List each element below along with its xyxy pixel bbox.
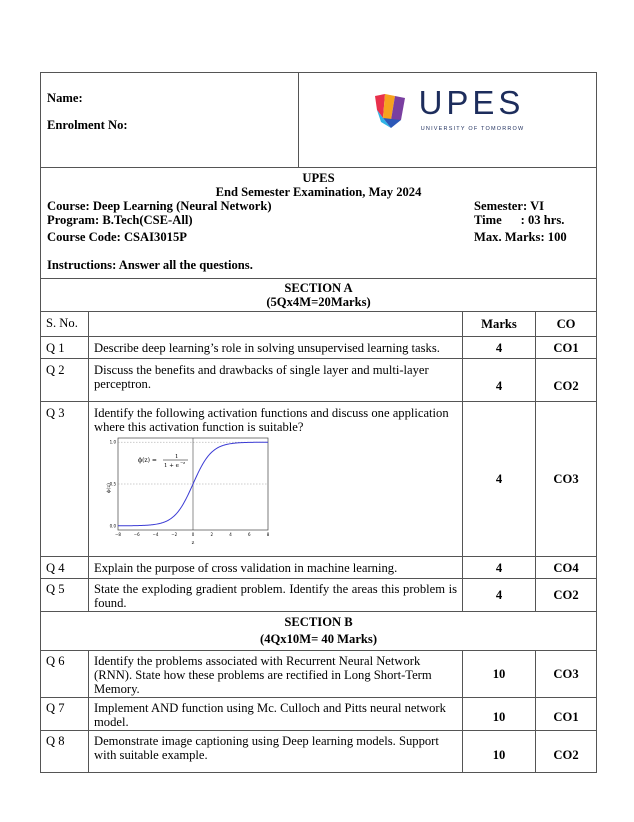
question-text-cell bbox=[89, 402, 463, 557]
formula-lhs: ϕ(z) = bbox=[138, 457, 157, 464]
y-tick-label: 0.5 bbox=[109, 481, 116, 487]
instructions: Instructions: Answer all the questions. bbox=[47, 258, 253, 272]
col-question-header bbox=[89, 312, 463, 337]
x-tick-label: 4 bbox=[229, 532, 232, 537]
name-label: Name: bbox=[47, 91, 83, 105]
y-axis-label: ϕ(z) bbox=[106, 483, 112, 493]
col-co-header: CO bbox=[536, 312, 597, 337]
question-marks: 4 bbox=[463, 337, 536, 359]
questions-table bbox=[40, 278, 597, 773]
question-co: CO1 bbox=[536, 337, 597, 359]
question-marks: 4 bbox=[463, 359, 536, 402]
section-a-title: SECTION A bbox=[284, 281, 353, 295]
exam-info-cell bbox=[41, 168, 597, 279]
question-number: Q 7 bbox=[41, 698, 89, 731]
question-co: CO2 bbox=[536, 359, 597, 402]
question-number: Q 1 bbox=[41, 337, 89, 359]
column-header-row bbox=[41, 312, 597, 337]
question-text: Identify the following activation functions and discuss one application where this activation function is suitable? bbox=[94, 406, 449, 434]
question-co: CO2 bbox=[536, 731, 597, 773]
program: Program: B.Tech(CSE-All) bbox=[47, 213, 193, 227]
sigmoid-chart bbox=[104, 436, 274, 546]
formula-denominator: 1 + e bbox=[164, 463, 179, 469]
duration: Time : 03 hrs. bbox=[474, 213, 565, 227]
course-code: Course Code: CSAI3015P bbox=[47, 230, 187, 244]
col-marks-header: Marks bbox=[463, 312, 536, 337]
question-marks: 10 bbox=[463, 651, 536, 698]
question-marks: 4 bbox=[463, 579, 536, 612]
x-tick-label: 6 bbox=[247, 532, 251, 537]
section-a-header bbox=[41, 279, 597, 312]
table-row bbox=[41, 579, 597, 612]
question-number: Q 5 bbox=[41, 579, 89, 612]
question-text: Discuss the benefits and drawbacks of single layer and multi-layer perceptron. bbox=[89, 359, 463, 402]
table-row bbox=[41, 651, 597, 698]
question-marks: 10 bbox=[463, 731, 536, 773]
student-details-cell bbox=[41, 73, 299, 168]
x-tick-label: −2 bbox=[171, 532, 178, 537]
logo-tagline: UNIVERSITY OF TOMORROW bbox=[420, 125, 525, 132]
question-co: CO4 bbox=[536, 557, 597, 579]
table-row bbox=[41, 557, 597, 579]
table-row bbox=[41, 359, 597, 402]
max-marks: Max. Marks: 100 bbox=[474, 230, 567, 244]
question-co: CO2 bbox=[536, 579, 597, 612]
question-text: Demonstrate image captioning using Deep learning models. Support with suitable example. bbox=[89, 731, 463, 773]
formula-numerator: 1 bbox=[175, 454, 179, 460]
x-tick-label: 8 bbox=[266, 532, 270, 537]
question-co: CO3 bbox=[536, 651, 597, 698]
question-co: CO3 bbox=[536, 402, 597, 557]
logo-word: UPES bbox=[418, 83, 525, 121]
x-tick-label: −4 bbox=[152, 532, 159, 537]
section-b-header bbox=[41, 612, 597, 651]
university-name: UPES bbox=[302, 171, 335, 185]
question-text: Identify the problems associated with Recurrent Neural Network (RNN). State how these problems are rectified in Long Short-Term Memory. bbox=[89, 651, 463, 698]
formula-exponent: −z bbox=[180, 460, 186, 465]
col-sno-header: S. No. bbox=[41, 312, 89, 337]
table-row bbox=[41, 698, 597, 731]
question-number: Q 2 bbox=[41, 359, 89, 402]
question-marks: 10 bbox=[463, 698, 536, 731]
x-tick-label: 0 bbox=[191, 532, 195, 537]
semester: Semester: VI bbox=[474, 199, 545, 213]
logo-cell bbox=[299, 73, 597, 168]
exam-title: End Semester Examination, May 2024 bbox=[215, 185, 422, 199]
y-tick-label: 0.0 bbox=[109, 523, 116, 529]
section-b-subtitle: (4Qx10M= 40 Marks) bbox=[260, 632, 378, 646]
x-tick-label: 2 bbox=[210, 532, 214, 537]
question-number: Q 4 bbox=[41, 557, 89, 579]
question-text: Implement AND function using Mc. Culloch and Pitts neural network model. bbox=[89, 698, 463, 731]
question-co: CO1 bbox=[536, 698, 597, 731]
upes-shield-icon bbox=[371, 90, 413, 132]
x-tick-label: −6 bbox=[133, 532, 140, 537]
y-tick-label: 1.0 bbox=[109, 439, 116, 445]
enrolment-label: Enrolment No: bbox=[47, 118, 128, 132]
course-name: Course: Deep Learning (Neural Network) bbox=[47, 199, 272, 213]
table-row bbox=[41, 731, 597, 773]
question-marks: 4 bbox=[463, 402, 536, 557]
question-text: Explain the purpose of cross validation in machine learning. bbox=[89, 557, 463, 579]
question-marks: 4 bbox=[463, 557, 536, 579]
section-a-subtitle: (5Qx4M=20Marks) bbox=[266, 295, 371, 309]
question-text: State the exploding gradient problem. Identify the areas this problem is found. bbox=[89, 579, 463, 612]
exam-paper bbox=[40, 72, 596, 773]
table-row bbox=[41, 402, 597, 557]
question-number: Q 6 bbox=[41, 651, 89, 698]
x-axis-label: z bbox=[191, 540, 195, 546]
section-b-title: SECTION B bbox=[284, 615, 353, 629]
table-row bbox=[41, 337, 597, 359]
x-tick-label: −8 bbox=[115, 532, 121, 537]
question-text: Describe deep learning’s role in solving unsupervised learning tasks. bbox=[89, 337, 463, 359]
question-number: Q 3 bbox=[41, 402, 89, 557]
upes-logo bbox=[299, 73, 596, 149]
question-number: Q 8 bbox=[41, 731, 89, 773]
